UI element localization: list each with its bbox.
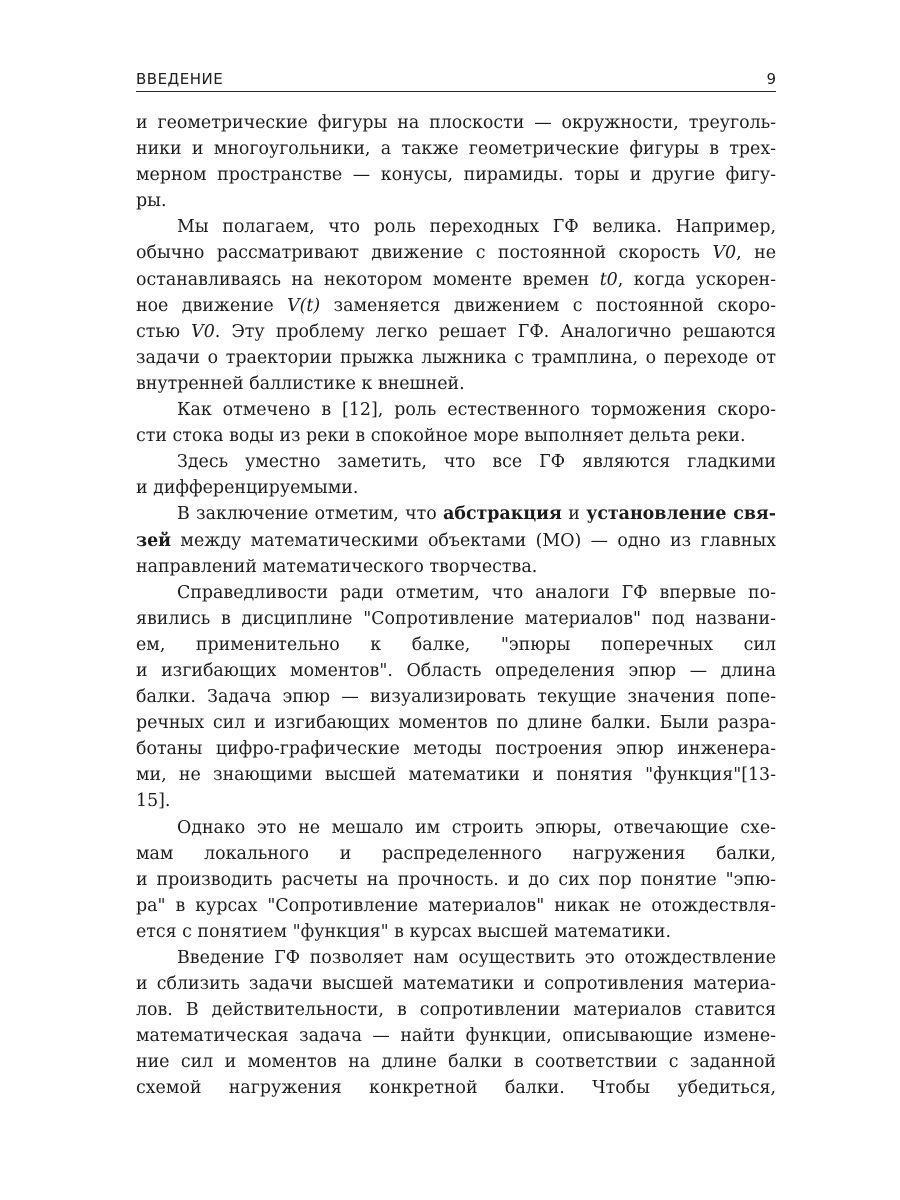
text-run: схемой нагружения конкретной балки. Чтобы убедиться, — [136, 1078, 776, 1099]
text-line — [136, 997, 776, 1023]
text-run: обычно рассматривают движение с постоянной скорость — [136, 243, 713, 264]
text-line — [136, 371, 776, 397]
text-run: явились в дисциплине "Сопротивление материалов" под названи- — [136, 608, 776, 629]
text-line — [136, 188, 776, 214]
text-run: ры. — [136, 191, 167, 212]
text-run: ми, не знающими высшей математики и понятия "функция"[13- — [136, 765, 776, 786]
text-run: ное движение — [136, 295, 288, 316]
text-run: между математическими объектами (МО) — одно из главных — [171, 530, 776, 551]
text-run: Однако это не мешало им строить эпюры, отвечающие схе- — [177, 817, 776, 838]
text-run: Мы полагаем, что роль переходных ГФ велика. Например, — [177, 217, 776, 238]
italic-symbol: V0 — [712, 243, 737, 264]
text-line — [136, 1075, 776, 1101]
italic-symbol: t0 — [599, 269, 618, 290]
body-text — [136, 110, 776, 1102]
text-run: сти стока воды из реки в спокойное море выполняет дельта реки. — [136, 426, 746, 447]
text-line — [136, 684, 776, 710]
text-line — [136, 319, 776, 345]
text-line — [136, 501, 776, 527]
text-line — [136, 397, 776, 423]
text-line — [136, 136, 776, 162]
text-run: стью — [136, 321, 192, 342]
text-line — [136, 1023, 776, 1049]
text-line — [136, 345, 776, 371]
text-run: и сблизить задачи высшей математики и сопротивления материа- — [136, 974, 776, 995]
text-run: заменяется движением с постоянной скоро- — [320, 295, 777, 316]
text-run: , когда ускорен- — [617, 269, 776, 290]
text-run: Здесь уместно заметить, что все ГФ являются гладкими — [177, 452, 776, 473]
text-line — [136, 528, 776, 554]
text-line — [136, 162, 776, 188]
text-line — [136, 815, 776, 841]
bold-term: установление свя- — [586, 504, 776, 525]
text-run: ем, применительно к балке, "эпюры поперечных сил — [136, 634, 776, 655]
text-run: мерном пространстве — конусы, пирамиды. торы и другие фигу- — [136, 165, 776, 186]
text-run: ники и многоугольники, а также геометрические фигуры в трех- — [136, 139, 776, 160]
text-line — [136, 893, 776, 919]
bold-term: абстракция — [443, 504, 562, 525]
text-run: 15]. — [136, 791, 171, 812]
text-run: и изгибающих моментов". Область определения эпюр — длина — [136, 660, 776, 681]
text-run: ботаны цифро-графические методы построения эпюр инженера- — [136, 739, 776, 760]
bold-term: зей — [136, 530, 172, 551]
text-line — [136, 788, 776, 814]
paragraph — [136, 110, 776, 214]
text-line — [136, 449, 776, 475]
text-line — [136, 867, 776, 893]
text-line — [136, 971, 776, 997]
text-run: балки. Задача эпюр — визуализировать текущие значения попе- — [136, 687, 776, 708]
text-line — [136, 475, 776, 501]
text-line — [136, 554, 776, 580]
text-run: математическая задача — найти функции, описывающие измене- — [136, 1026, 776, 1047]
text-run: ра" в курсах "Сопротивление материалов" никак не отождествля- — [136, 895, 776, 916]
paragraph — [136, 449, 776, 501]
text-run: Введение ГФ позволяет нам осуществить это отождествление — [177, 948, 776, 968]
text-run: . Эту проблему легко решает ГФ. Аналогично решаются — [214, 321, 776, 342]
paragraph — [136, 501, 776, 579]
text-run: задачи о траектории прыжка лыжника с трамплина, о переходе от — [136, 347, 776, 368]
text-run: В заключение отметим, что — [177, 504, 444, 525]
text-run: направлений математического творчества. — [136, 556, 538, 577]
text-line — [136, 841, 776, 867]
text-line — [136, 214, 776, 240]
text-run: внутренней баллистике к внешней. — [136, 373, 465, 394]
text-run: ние сил и моментов на длине балки в соответствии с заданной — [136, 1052, 776, 1073]
text-line — [136, 658, 776, 684]
page-number: 9 — [766, 70, 776, 88]
text-run: Как отмечено в [12], роль естественного торможения скоро- — [177, 400, 776, 421]
italic-symbol: V(t) — [287, 295, 321, 316]
text-line — [136, 710, 776, 736]
text-run: Справедливости ради отметим, что аналоги ГФ впервые по- — [177, 582, 776, 603]
text-run: мам локального и распределенного нагружения балки, — [136, 843, 776, 864]
text-line — [136, 919, 776, 945]
text-line — [136, 267, 776, 293]
text-line — [136, 736, 776, 762]
text-line — [136, 606, 776, 632]
text-line — [136, 110, 776, 136]
text-line — [136, 240, 776, 266]
text-run: останавливаясь на некотором моменте времен — [136, 269, 600, 290]
paragraph — [136, 580, 776, 815]
paragraph — [136, 214, 776, 397]
text-run: и — [561, 504, 587, 525]
text-line — [136, 945, 776, 971]
text-run: лов. В действительности, в сопротивлении материалов ставится — [136, 1000, 776, 1021]
text-run: и геометрические фигуры на плоскости — окружности, треуголь- — [136, 113, 776, 133]
paragraph — [136, 397, 776, 449]
text-line — [136, 423, 776, 449]
text-line — [136, 1049, 776, 1075]
text-line — [136, 580, 776, 606]
text-run: , не — [736, 243, 776, 264]
text-run: и производить расчеты на прочность. и до сих пор понятие "эпю- — [136, 869, 776, 890]
running-title: ВВЕДЕНИЕ — [136, 70, 224, 88]
paragraph — [136, 945, 776, 1102]
paragraph — [136, 815, 776, 945]
text-line — [136, 632, 776, 658]
running-head — [136, 70, 776, 92]
text-run: и дифференцируемыми. — [136, 478, 359, 499]
text-line — [136, 293, 776, 319]
italic-symbol: V0 — [191, 321, 215, 342]
text-run: ется с понятием "функция" в курсах высшей математики. — [136, 921, 672, 942]
text-run: речных сил и изгибающих моментов по длине балки. Были разра- — [136, 713, 776, 734]
text-line — [136, 762, 776, 788]
